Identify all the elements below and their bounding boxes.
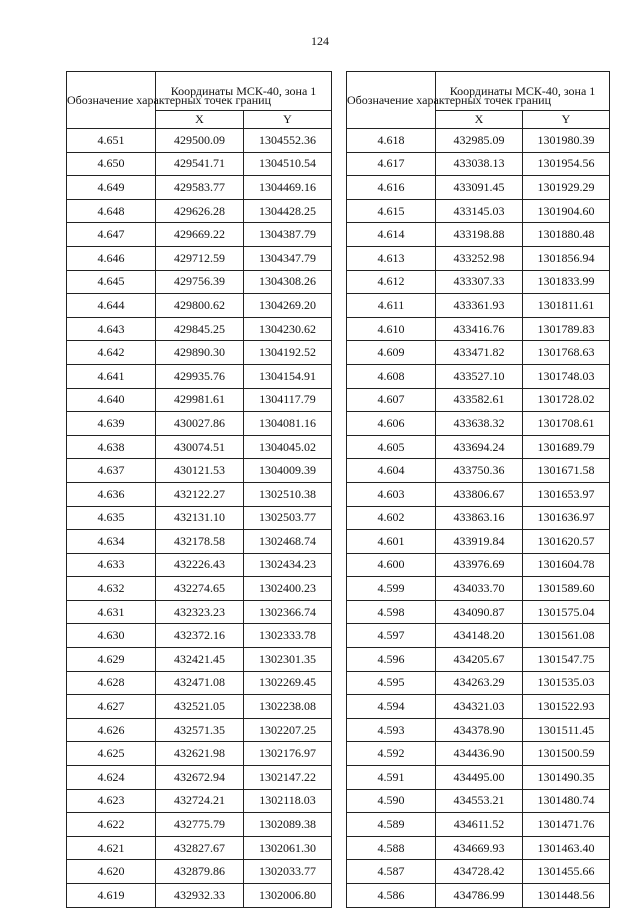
x-coordinate-cell: 433252.98 xyxy=(436,246,523,270)
y-coordinate-cell: 1301708.61 xyxy=(523,412,610,436)
x-coordinate-cell: 434553.21 xyxy=(436,789,523,813)
x-coordinate-cell: 429583.77 xyxy=(156,176,244,200)
table-row xyxy=(347,860,610,884)
x-coordinate-cell: 433806.67 xyxy=(436,482,523,506)
x-coordinate-cell: 430027.86 xyxy=(156,412,244,436)
table-row xyxy=(67,624,332,648)
point-id-cell: 4.599 xyxy=(347,577,436,601)
point-id-cell: 4.608 xyxy=(347,364,436,388)
x-coordinate-cell: 433361.93 xyxy=(436,294,523,318)
point-id-cell: 4.648 xyxy=(67,199,156,223)
table-body-right xyxy=(347,129,610,908)
point-id-cell: 4.617 xyxy=(347,152,436,176)
table-row xyxy=(67,341,332,365)
point-id-cell: 4.598 xyxy=(347,600,436,624)
y-coordinate-cell: 1302238.08 xyxy=(244,695,332,719)
x-coordinate-cell: 434263.29 xyxy=(436,671,523,695)
point-id-cell: 4.641 xyxy=(67,364,156,388)
y-coordinate-cell: 1301589.60 xyxy=(523,577,610,601)
table-row xyxy=(67,388,332,412)
y-coordinate-cell: 1304469.16 xyxy=(244,176,332,200)
y-coordinate-cell: 1302366.74 xyxy=(244,600,332,624)
header-x: X xyxy=(436,111,523,129)
y-coordinate-cell: 1301490.35 xyxy=(523,766,610,790)
x-coordinate-cell: 432827.67 xyxy=(156,836,244,860)
point-id-cell: 4.603 xyxy=(347,482,436,506)
point-id-cell: 4.624 xyxy=(67,766,156,790)
y-coordinate-cell: 1304387.79 xyxy=(244,223,332,247)
x-coordinate-cell: 434611.52 xyxy=(436,813,523,837)
x-coordinate-cell: 429500.09 xyxy=(156,129,244,153)
y-coordinate-cell: 1304154.91 xyxy=(244,364,332,388)
table-row xyxy=(347,341,610,365)
point-id-cell: 4.634 xyxy=(67,530,156,554)
point-id-cell: 4.646 xyxy=(67,246,156,270)
y-coordinate-cell: 1301689.79 xyxy=(523,435,610,459)
point-id-cell: 4.605 xyxy=(347,435,436,459)
x-coordinate-cell: 434033.70 xyxy=(436,577,523,601)
x-coordinate-cell: 432372.16 xyxy=(156,624,244,648)
page-number: 124 xyxy=(311,34,329,48)
x-coordinate-cell: 429756.39 xyxy=(156,270,244,294)
y-coordinate-cell: 1304117.79 xyxy=(244,388,332,412)
table-row xyxy=(347,270,610,294)
table-row xyxy=(67,648,332,672)
point-id-cell: 4.609 xyxy=(347,341,436,365)
point-id-cell: 4.628 xyxy=(67,671,156,695)
x-coordinate-cell: 432571.35 xyxy=(156,718,244,742)
table-row xyxy=(347,718,610,742)
y-coordinate-cell: 1302468.74 xyxy=(244,530,332,554)
table-row xyxy=(347,742,610,766)
point-id-cell: 4.616 xyxy=(347,176,436,200)
point-id-cell: 4.595 xyxy=(347,671,436,695)
header-point-name: Обозначение характерных точек границ xyxy=(347,72,436,129)
point-id-cell: 4.649 xyxy=(67,176,156,200)
y-coordinate-cell: 1304308.26 xyxy=(244,270,332,294)
table-row xyxy=(347,364,610,388)
y-coordinate-cell: 1301954.56 xyxy=(523,152,610,176)
x-coordinate-cell: 433863.16 xyxy=(436,506,523,530)
point-id-cell: 4.636 xyxy=(67,482,156,506)
table-row xyxy=(67,718,332,742)
x-coordinate-cell: 429669.22 xyxy=(156,223,244,247)
x-coordinate-cell: 433919.84 xyxy=(436,530,523,554)
x-coordinate-cell: 433471.82 xyxy=(436,341,523,365)
table-row xyxy=(67,129,332,153)
x-coordinate-cell: 430074.51 xyxy=(156,435,244,459)
point-id-cell: 4.606 xyxy=(347,412,436,436)
x-coordinate-cell: 433145.03 xyxy=(436,199,523,223)
y-coordinate-cell: 1301856.94 xyxy=(523,246,610,270)
y-coordinate-cell: 1301471.76 xyxy=(523,813,610,837)
y-coordinate-cell: 1304552.36 xyxy=(244,129,332,153)
x-coordinate-cell: 432879.86 xyxy=(156,860,244,884)
y-coordinate-cell: 1301671.58 xyxy=(523,459,610,483)
table-row xyxy=(67,600,332,624)
table-row xyxy=(347,530,610,554)
x-coordinate-cell: 433750.36 xyxy=(436,459,523,483)
table-row xyxy=(347,176,610,200)
table-row xyxy=(67,435,332,459)
table-row xyxy=(347,435,610,459)
y-coordinate-cell: 1304192.52 xyxy=(244,341,332,365)
point-id-cell: 4.589 xyxy=(347,813,436,837)
point-id-cell: 4.644 xyxy=(67,294,156,318)
x-coordinate-cell: 429712.59 xyxy=(156,246,244,270)
y-coordinate-cell: 1301904.60 xyxy=(523,199,610,223)
x-coordinate-cell: 432131.10 xyxy=(156,506,244,530)
table-row xyxy=(347,624,610,648)
point-id-cell: 4.612 xyxy=(347,270,436,294)
x-coordinate-cell: 429890.30 xyxy=(156,341,244,365)
point-id-cell: 4.604 xyxy=(347,459,436,483)
table-row xyxy=(67,553,332,577)
y-coordinate-cell: 1301511.45 xyxy=(523,718,610,742)
table-row xyxy=(67,884,332,908)
y-coordinate-cell: 1301728.02 xyxy=(523,388,610,412)
table-row xyxy=(67,860,332,884)
y-coordinate-cell: 1301811.61 xyxy=(523,294,610,318)
table-row xyxy=(67,199,332,223)
header-point-name: Обозначение характерных точек границ xyxy=(67,72,156,129)
table-row xyxy=(347,246,610,270)
point-id-cell: 4.597 xyxy=(347,624,436,648)
y-coordinate-cell: 1301653.97 xyxy=(523,482,610,506)
header-coordinate-system: Координаты МСК-40, зона 1 xyxy=(156,72,332,111)
y-coordinate-cell: 1301463.40 xyxy=(523,836,610,860)
table-row xyxy=(347,813,610,837)
table-row xyxy=(347,459,610,483)
x-coordinate-cell: 432471.08 xyxy=(156,671,244,695)
point-id-cell: 4.596 xyxy=(347,648,436,672)
table-row xyxy=(347,199,610,223)
y-coordinate-cell: 1302061.30 xyxy=(244,836,332,860)
table-row xyxy=(67,294,332,318)
x-coordinate-cell: 432621.98 xyxy=(156,742,244,766)
table-row xyxy=(347,789,610,813)
table-row xyxy=(67,482,332,506)
x-coordinate-cell: 434495.00 xyxy=(436,766,523,790)
point-id-cell: 4.619 xyxy=(67,884,156,908)
table-row xyxy=(67,695,332,719)
x-coordinate-cell: 433976.69 xyxy=(436,553,523,577)
y-coordinate-cell: 1301980.39 xyxy=(523,129,610,153)
y-coordinate-cell: 1301500.59 xyxy=(523,742,610,766)
y-coordinate-cell: 1302033.77 xyxy=(244,860,332,884)
point-id-cell: 4.587 xyxy=(347,860,436,884)
point-id-cell: 4.620 xyxy=(67,860,156,884)
y-coordinate-cell: 1302400.23 xyxy=(244,577,332,601)
header-x: X xyxy=(156,111,244,129)
point-id-cell: 4.650 xyxy=(67,152,156,176)
point-id-cell: 4.651 xyxy=(67,129,156,153)
point-id-cell: 4.621 xyxy=(67,836,156,860)
y-coordinate-cell: 1302503.77 xyxy=(244,506,332,530)
table-row xyxy=(347,577,610,601)
y-coordinate-cell: 1304009.39 xyxy=(244,459,332,483)
y-coordinate-cell: 1301480.74 xyxy=(523,789,610,813)
y-coordinate-cell: 1301604.78 xyxy=(523,553,610,577)
y-coordinate-cell: 1301522.93 xyxy=(523,695,610,719)
point-id-cell: 4.629 xyxy=(67,648,156,672)
x-coordinate-cell: 434378.90 xyxy=(436,718,523,742)
point-id-cell: 4.639 xyxy=(67,412,156,436)
y-coordinate-cell: 1301833.99 xyxy=(523,270,610,294)
table-row xyxy=(67,836,332,860)
table-row xyxy=(67,789,332,813)
y-coordinate-cell: 1304045.02 xyxy=(244,435,332,459)
x-coordinate-cell: 432724.21 xyxy=(156,789,244,813)
x-coordinate-cell: 433198.88 xyxy=(436,223,523,247)
table-row xyxy=(347,506,610,530)
table-row xyxy=(347,388,610,412)
y-coordinate-cell: 1301768.63 xyxy=(523,341,610,365)
header-y: Y xyxy=(523,111,610,129)
x-coordinate-cell: 432178.58 xyxy=(156,530,244,554)
point-id-cell: 4.632 xyxy=(67,577,156,601)
y-coordinate-cell: 1301636.97 xyxy=(523,506,610,530)
table-row xyxy=(67,530,332,554)
x-coordinate-cell: 433038.13 xyxy=(436,152,523,176)
y-coordinate-cell: 1304347.79 xyxy=(244,246,332,270)
point-id-cell: 4.626 xyxy=(67,718,156,742)
x-coordinate-cell: 434321.03 xyxy=(436,695,523,719)
x-coordinate-cell: 429541.71 xyxy=(156,152,244,176)
point-id-cell: 4.627 xyxy=(67,695,156,719)
table-body-left xyxy=(67,129,332,908)
table-row xyxy=(67,742,332,766)
x-coordinate-cell: 434786.99 xyxy=(436,884,523,908)
table-row xyxy=(67,246,332,270)
table-row xyxy=(347,223,610,247)
x-coordinate-cell: 429935.76 xyxy=(156,364,244,388)
y-coordinate-cell: 1301789.83 xyxy=(523,317,610,341)
point-id-cell: 4.637 xyxy=(67,459,156,483)
y-coordinate-cell: 1301620.57 xyxy=(523,530,610,554)
x-coordinate-cell: 432932.33 xyxy=(156,884,244,908)
table-row xyxy=(67,412,332,436)
point-id-cell: 4.601 xyxy=(347,530,436,554)
x-coordinate-cell: 434669.93 xyxy=(436,836,523,860)
y-coordinate-cell: 1301880.48 xyxy=(523,223,610,247)
point-id-cell: 4.602 xyxy=(347,506,436,530)
point-id-cell: 4.645 xyxy=(67,270,156,294)
point-id-cell: 4.615 xyxy=(347,199,436,223)
y-coordinate-cell: 1302118.03 xyxy=(244,789,332,813)
y-coordinate-cell: 1302301.35 xyxy=(244,648,332,672)
y-coordinate-cell: 1302006.80 xyxy=(244,884,332,908)
point-id-cell: 4.593 xyxy=(347,718,436,742)
table-row xyxy=(67,223,332,247)
x-coordinate-cell: 434436.90 xyxy=(436,742,523,766)
x-coordinate-cell: 434090.87 xyxy=(436,600,523,624)
point-id-cell: 4.647 xyxy=(67,223,156,247)
x-coordinate-cell: 434148.20 xyxy=(436,624,523,648)
x-coordinate-cell: 433416.76 xyxy=(436,317,523,341)
point-id-cell: 4.625 xyxy=(67,742,156,766)
point-id-cell: 4.618 xyxy=(347,129,436,153)
table-row xyxy=(347,317,610,341)
coordinates-table-left xyxy=(66,71,332,908)
y-coordinate-cell: 1302089.38 xyxy=(244,813,332,837)
table-row xyxy=(67,459,332,483)
x-coordinate-cell: 432672.94 xyxy=(156,766,244,790)
y-coordinate-cell: 1302147.22 xyxy=(244,766,332,790)
x-coordinate-cell: 432521.05 xyxy=(156,695,244,719)
x-coordinate-cell: 429626.28 xyxy=(156,199,244,223)
y-coordinate-cell: 1304081.16 xyxy=(244,412,332,436)
y-coordinate-cell: 1302207.25 xyxy=(244,718,332,742)
point-id-cell: 4.631 xyxy=(67,600,156,624)
point-id-cell: 4.622 xyxy=(67,813,156,837)
y-coordinate-cell: 1301748.03 xyxy=(523,364,610,388)
table-row xyxy=(347,884,610,908)
table-row xyxy=(347,294,610,318)
y-coordinate-cell: 1302333.78 xyxy=(244,624,332,648)
y-coordinate-cell: 1301448.56 xyxy=(523,884,610,908)
y-coordinate-cell: 1301929.29 xyxy=(523,176,610,200)
x-coordinate-cell: 433638.32 xyxy=(436,412,523,436)
table-row xyxy=(347,129,610,153)
point-id-cell: 4.635 xyxy=(67,506,156,530)
point-id-cell: 4.586 xyxy=(347,884,436,908)
y-coordinate-cell: 1301535.03 xyxy=(523,671,610,695)
header-y: Y xyxy=(244,111,332,129)
point-id-cell: 4.633 xyxy=(67,553,156,577)
point-id-cell: 4.614 xyxy=(347,223,436,247)
point-id-cell: 4.607 xyxy=(347,388,436,412)
point-id-cell: 4.611 xyxy=(347,294,436,318)
header-coordinate-system: Координаты МСК-40, зона 1 xyxy=(436,72,610,111)
table-row xyxy=(67,671,332,695)
y-coordinate-cell: 1302510.38 xyxy=(244,482,332,506)
point-id-cell: 4.643 xyxy=(67,317,156,341)
point-id-cell: 4.638 xyxy=(67,435,156,459)
x-coordinate-cell: 432323.23 xyxy=(156,600,244,624)
table-row xyxy=(347,412,610,436)
x-coordinate-cell: 433091.45 xyxy=(436,176,523,200)
table-row xyxy=(347,648,610,672)
y-coordinate-cell: 1302269.45 xyxy=(244,671,332,695)
point-id-cell: 4.592 xyxy=(347,742,436,766)
y-coordinate-cell: 1301547.75 xyxy=(523,648,610,672)
x-coordinate-cell: 434728.42 xyxy=(436,860,523,884)
x-coordinate-cell: 432985.09 xyxy=(436,129,523,153)
point-id-cell: 4.591 xyxy=(347,766,436,790)
x-coordinate-cell: 429981.61 xyxy=(156,388,244,412)
table-row xyxy=(67,577,332,601)
table-row xyxy=(67,317,332,341)
point-id-cell: 4.630 xyxy=(67,624,156,648)
x-coordinate-cell: 430121.53 xyxy=(156,459,244,483)
x-coordinate-cell: 433694.24 xyxy=(436,435,523,459)
table-row xyxy=(347,766,610,790)
point-id-cell: 4.610 xyxy=(347,317,436,341)
table-row xyxy=(347,553,610,577)
x-coordinate-cell: 429845.25 xyxy=(156,317,244,341)
table-row xyxy=(67,506,332,530)
table-row xyxy=(347,695,610,719)
table-row xyxy=(67,364,332,388)
x-coordinate-cell: 432274.65 xyxy=(156,577,244,601)
x-coordinate-cell: 432421.45 xyxy=(156,648,244,672)
point-id-cell: 4.590 xyxy=(347,789,436,813)
coordinates-table-right xyxy=(346,71,610,908)
y-coordinate-cell: 1304428.25 xyxy=(244,199,332,223)
x-coordinate-cell: 433307.33 xyxy=(436,270,523,294)
table-row xyxy=(347,836,610,860)
y-coordinate-cell: 1301575.04 xyxy=(523,600,610,624)
y-coordinate-cell: 1301561.08 xyxy=(523,624,610,648)
x-coordinate-cell: 433582.61 xyxy=(436,388,523,412)
table-row xyxy=(67,270,332,294)
x-coordinate-cell: 432122.27 xyxy=(156,482,244,506)
point-id-cell: 4.594 xyxy=(347,695,436,719)
table-row xyxy=(67,766,332,790)
point-id-cell: 4.623 xyxy=(67,789,156,813)
x-coordinate-cell: 429800.62 xyxy=(156,294,244,318)
point-id-cell: 4.613 xyxy=(347,246,436,270)
y-coordinate-cell: 1301455.66 xyxy=(523,860,610,884)
x-coordinate-cell: 432775.79 xyxy=(156,813,244,837)
y-coordinate-cell: 1302176.97 xyxy=(244,742,332,766)
table-row xyxy=(67,152,332,176)
x-coordinate-cell: 432226.43 xyxy=(156,553,244,577)
y-coordinate-cell: 1304510.54 xyxy=(244,152,332,176)
point-id-cell: 4.640 xyxy=(67,388,156,412)
table-row xyxy=(347,152,610,176)
point-id-cell: 4.588 xyxy=(347,836,436,860)
table-row xyxy=(67,176,332,200)
table-row xyxy=(347,671,610,695)
y-coordinate-cell: 1302434.23 xyxy=(244,553,332,577)
table-row xyxy=(347,482,610,506)
table-row xyxy=(347,600,610,624)
x-coordinate-cell: 433527.10 xyxy=(436,364,523,388)
y-coordinate-cell: 1304269.20 xyxy=(244,294,332,318)
point-id-cell: 4.600 xyxy=(347,553,436,577)
point-id-cell: 4.642 xyxy=(67,341,156,365)
x-coordinate-cell: 434205.67 xyxy=(436,648,523,672)
y-coordinate-cell: 1304230.62 xyxy=(244,317,332,341)
table-row xyxy=(67,813,332,837)
